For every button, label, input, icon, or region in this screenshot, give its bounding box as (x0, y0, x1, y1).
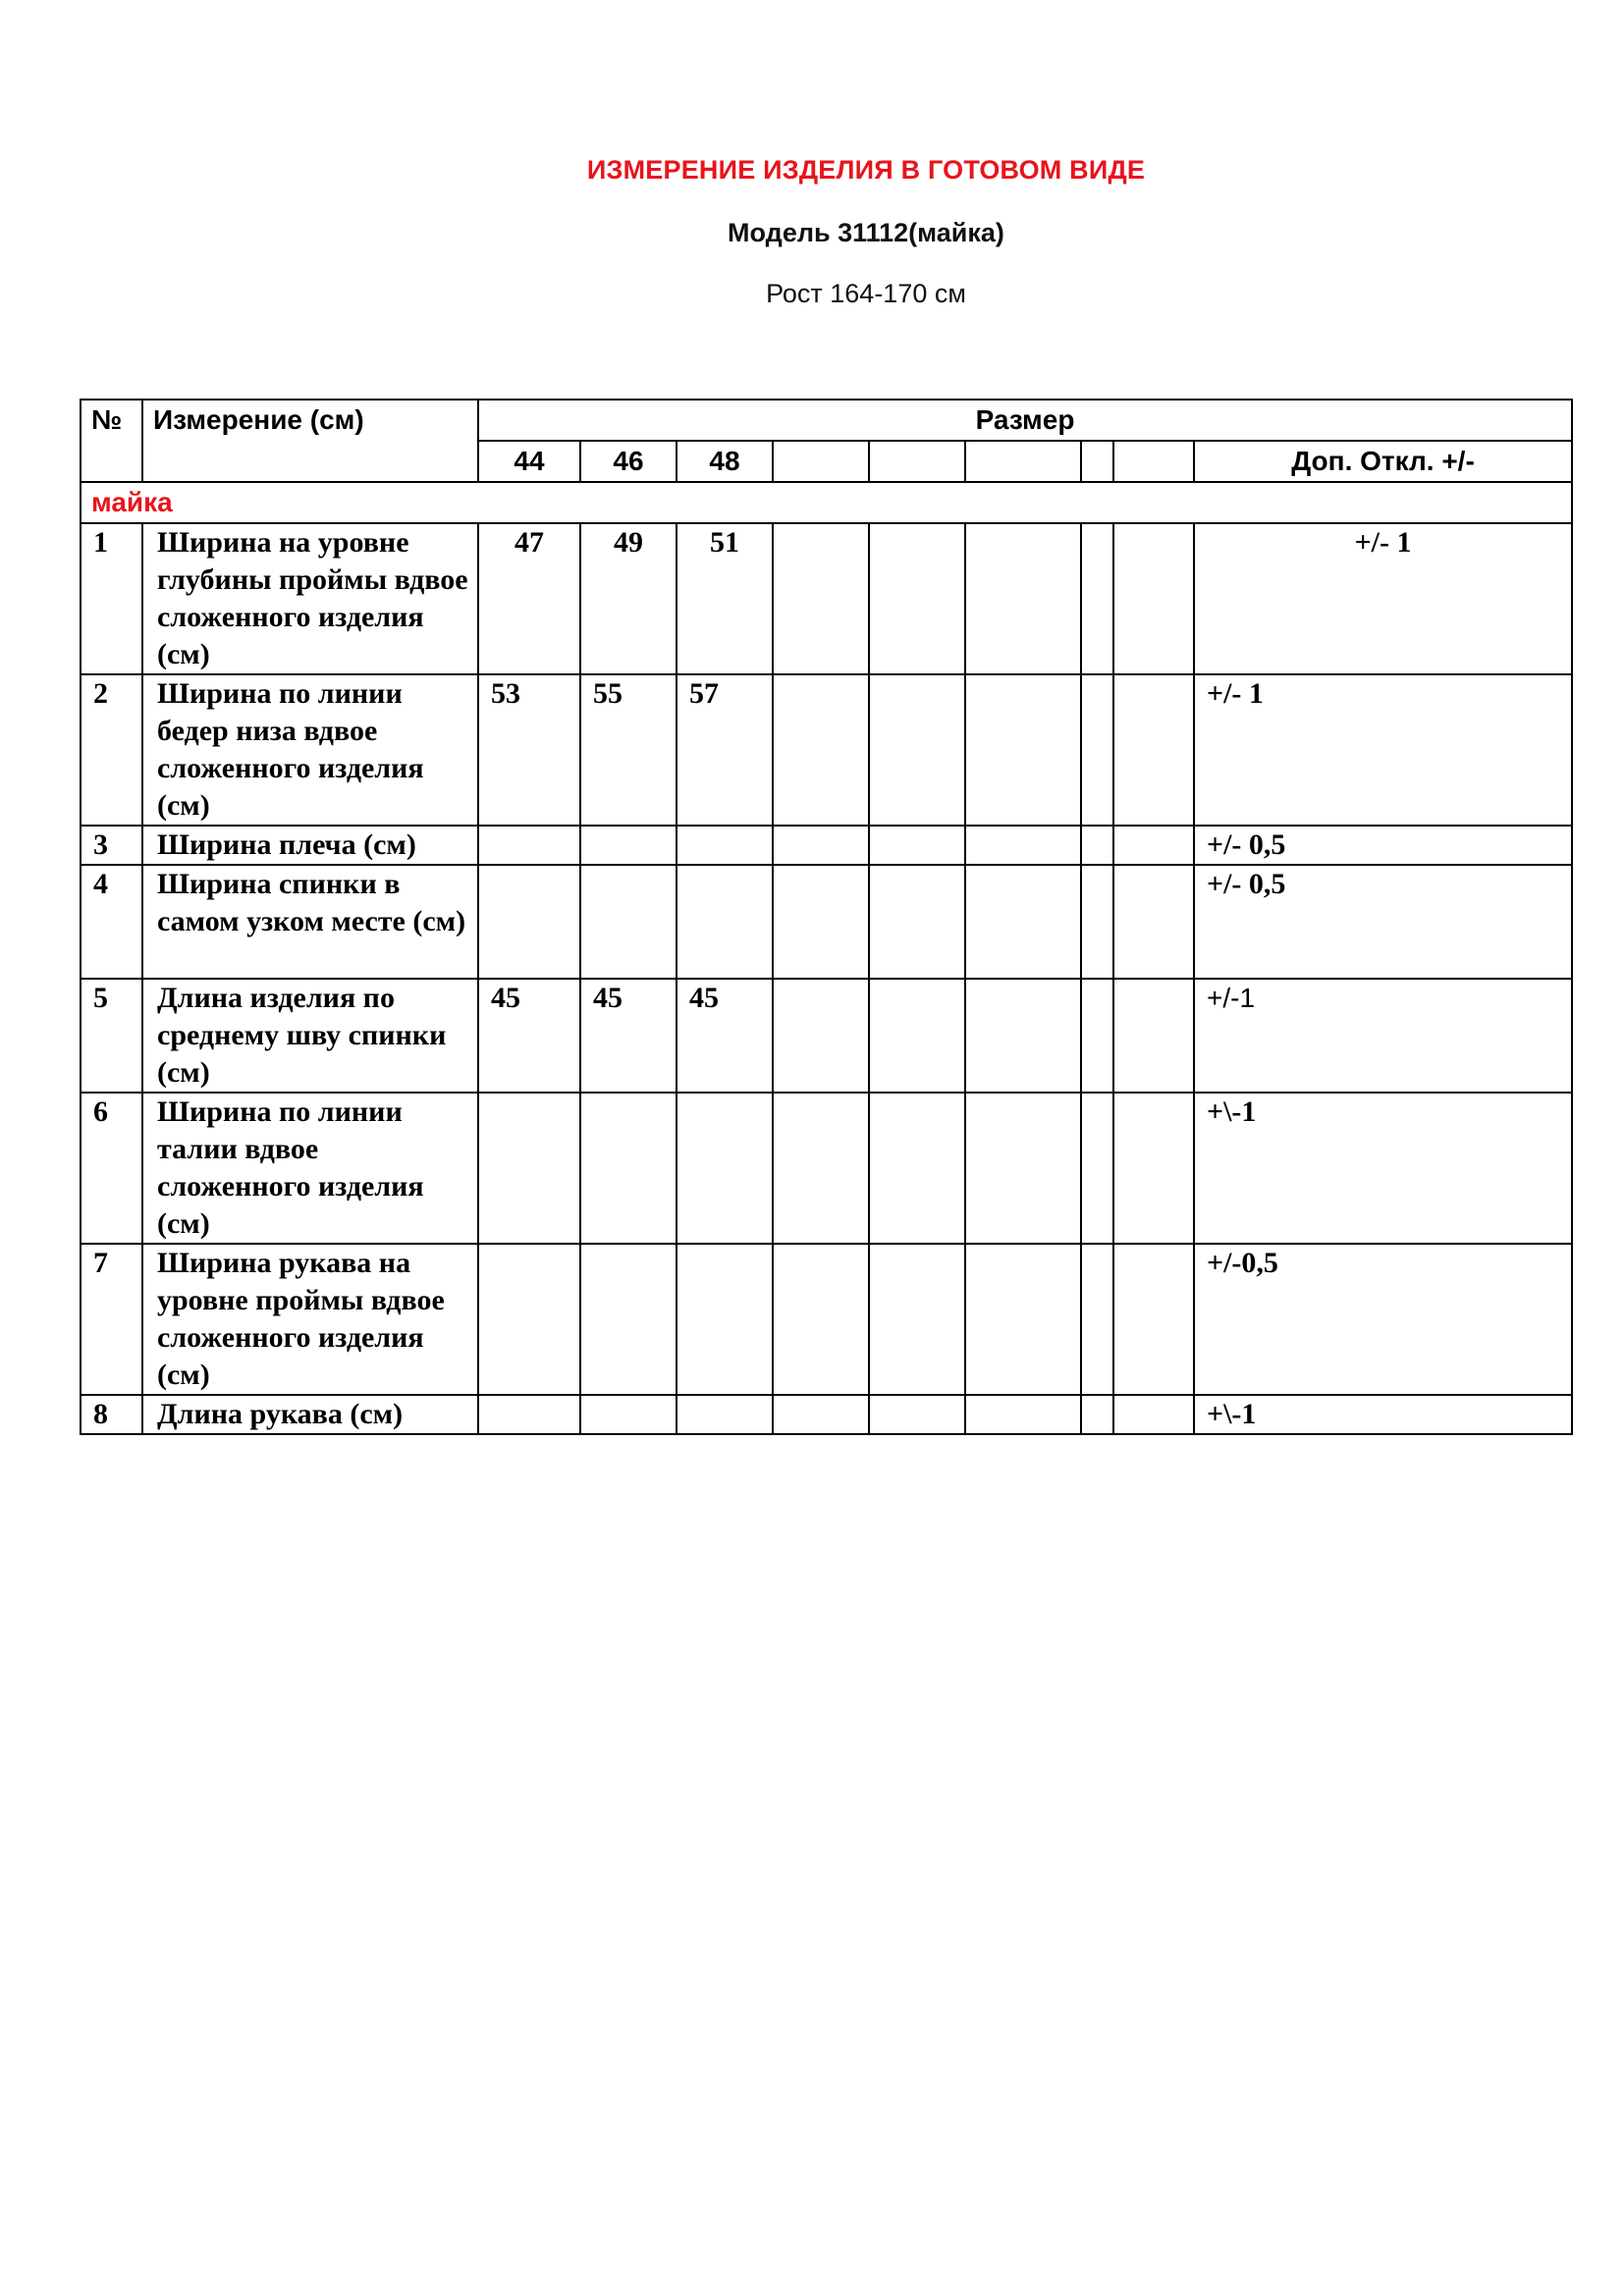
row-value-48 (677, 1244, 773, 1395)
row-value-48 (677, 865, 773, 979)
empty-cell (869, 865, 965, 979)
empty-cell (1081, 865, 1113, 979)
row-measurement: Длина изделия по среднему шву спинки (см) (142, 979, 478, 1093)
row-tolerance: +/- 0,5 (1194, 865, 1572, 979)
empty-cell (965, 1244, 1081, 1395)
row-number: 7 (81, 1244, 142, 1395)
empty-cell (1081, 674, 1113, 826)
row-number: 3 (81, 826, 142, 865)
section-row (81, 482, 1572, 523)
empty-cell (1113, 1093, 1194, 1244)
row-measurement: Длина рукава (см) (142, 1395, 478, 1434)
empty-cell (1113, 826, 1194, 865)
row-tolerance: +\-1 (1194, 1093, 1572, 1244)
empty-cell (1113, 523, 1194, 674)
row-measurement: Ширина на уровне глубины проймы вдвое сложенного изделия (см) (142, 523, 478, 674)
row-value-48: 45 (677, 979, 773, 1093)
row-value-46 (580, 826, 677, 865)
empty-cell (1081, 1093, 1113, 1244)
empty-cell (1113, 865, 1194, 979)
row-number: 2 (81, 674, 142, 826)
empty-cell (773, 674, 869, 826)
empty-cell (1081, 826, 1113, 865)
empty-cell (869, 826, 965, 865)
empty-cell (773, 1244, 869, 1395)
row-value-44 (478, 865, 580, 979)
row-tolerance: +/- 1 (1194, 674, 1572, 826)
row-value-44: 45 (478, 979, 580, 1093)
empty-cell (869, 1395, 965, 1434)
empty-cell (965, 826, 1081, 865)
row-measurement: Ширина спинки в самом узком месте (см) (142, 865, 478, 979)
empty-cell (773, 523, 869, 674)
row-tolerance: +\-1 (1194, 1395, 1572, 1434)
table-row (81, 1244, 1572, 1395)
empty-cell (1081, 523, 1113, 674)
empty-cell (1113, 1244, 1194, 1395)
model-name: Модель 31112(майка) (728, 218, 1004, 247)
row-measurement: Ширина плеча (см) (142, 826, 478, 865)
empty-cell (1113, 979, 1194, 1093)
empty-cell (965, 865, 1081, 979)
empty-cell (869, 523, 965, 674)
empty-cell (965, 441, 1081, 482)
row-value-46: 45 (580, 979, 677, 1093)
header-measurement: Измерение (см) (142, 400, 478, 482)
row-value-48: 57 (677, 674, 773, 826)
empty-cell (869, 1093, 965, 1244)
row-value-48 (677, 1395, 773, 1434)
row-value-48: 51 (677, 523, 773, 674)
empty-cell (869, 979, 965, 1093)
row-value-44: 47 (478, 523, 580, 674)
header-tolerance: Доп. Откл. +/- (1194, 441, 1572, 482)
row-measurement: Ширина рукава на уровне проймы вдвое сложенного изделия (см) (142, 1244, 478, 1395)
height-range: Рост 164-170 см (766, 279, 966, 308)
row-value-44 (478, 826, 580, 865)
empty-cell (773, 979, 869, 1093)
table-header-row (81, 400, 1572, 441)
empty-cell (773, 865, 869, 979)
empty-cell (1081, 1395, 1113, 1434)
row-tolerance: +/-1 (1194, 979, 1572, 1093)
row-value-44: 53 (478, 674, 580, 826)
empty-cell (869, 441, 965, 482)
table-row (81, 1395, 1572, 1434)
row-value-46: 55 (580, 674, 677, 826)
row-value-46 (580, 1395, 677, 1434)
empty-cell (773, 826, 869, 865)
empty-cell (1113, 1395, 1194, 1434)
row-number: 8 (81, 1395, 142, 1434)
header-size: Размер (478, 400, 1572, 441)
empty-cell (1081, 979, 1113, 1093)
document-title: ИЗМЕРЕНИЕ ИЗДЕЛИЯ В ГОТОВОМ ВИДЕ (586, 155, 1146, 185)
table-row (81, 1093, 1572, 1244)
empty-cell (965, 979, 1081, 1093)
empty-cell (773, 1395, 869, 1434)
empty-cell (773, 1093, 869, 1244)
table-row (81, 523, 1572, 674)
row-tolerance: +/- 0,5 (1194, 826, 1572, 865)
row-tolerance: +/-0,5 (1194, 1244, 1572, 1395)
row-measurement: Ширина по линии талии вдвое сложенного изделия (см) (142, 1093, 478, 1244)
header-size-44: 44 (478, 441, 580, 482)
empty-cell (1081, 441, 1113, 482)
empty-cell (869, 674, 965, 826)
row-value-44 (478, 1395, 580, 1434)
empty-cell (1113, 441, 1194, 482)
row-value-46: 49 (580, 523, 677, 674)
row-measurement: Ширина по линии бедер низа вдвое сложенного изделия (см) (142, 674, 478, 826)
empty-cell (965, 674, 1081, 826)
row-tolerance: +/- 1 (1194, 523, 1572, 674)
table-row (81, 865, 1572, 979)
header-number: № (81, 400, 142, 482)
table-row (81, 674, 1572, 826)
measurement-table (80, 399, 1573, 1435)
table-row (81, 826, 1572, 865)
section-label: майка (81, 482, 1572, 523)
empty-cell (1081, 1244, 1113, 1395)
table-row (81, 979, 1572, 1093)
empty-cell (965, 1395, 1081, 1434)
header-size-48: 48 (677, 441, 773, 482)
row-number: 6 (81, 1093, 142, 1244)
row-value-46 (580, 1093, 677, 1244)
empty-cell (869, 1244, 965, 1395)
row-value-48 (677, 826, 773, 865)
row-value-48 (677, 1093, 773, 1244)
row-number: 4 (81, 865, 142, 979)
empty-cell (965, 1093, 1081, 1244)
empty-cell (1113, 674, 1194, 826)
empty-cell (965, 523, 1081, 674)
row-number: 5 (81, 979, 142, 1093)
row-value-46 (580, 865, 677, 979)
row-value-44 (478, 1093, 580, 1244)
empty-cell (773, 441, 869, 482)
row-value-44 (478, 1244, 580, 1395)
row-value-46 (580, 1244, 677, 1395)
row-number: 1 (81, 523, 142, 674)
header-size-46: 46 (580, 441, 677, 482)
